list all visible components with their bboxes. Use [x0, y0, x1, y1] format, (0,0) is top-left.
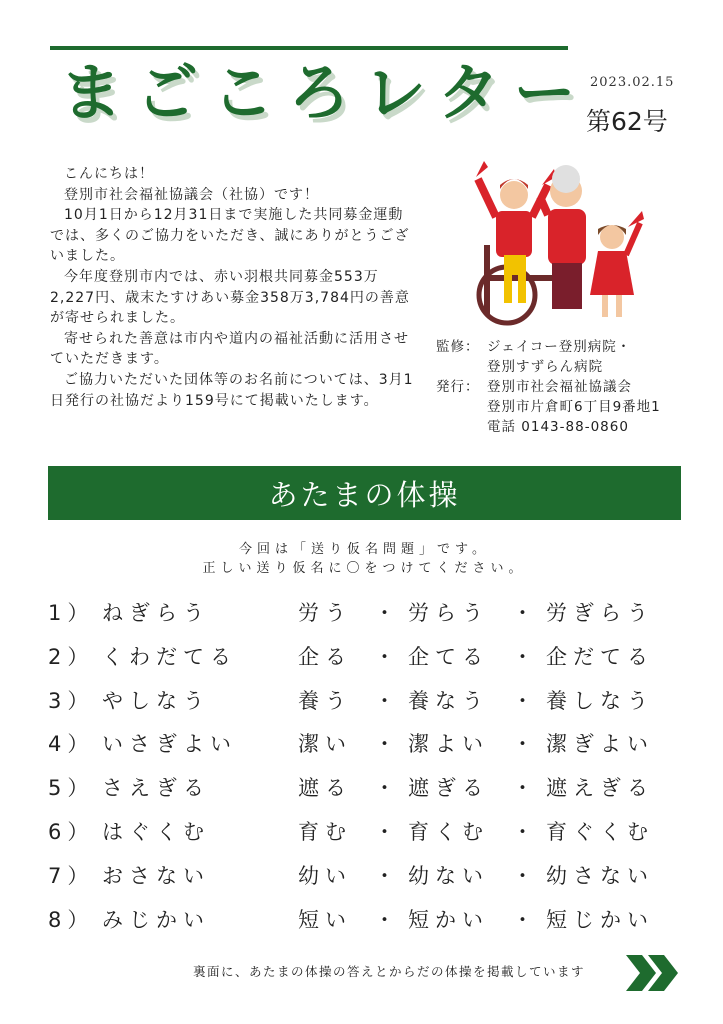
question-number: 3） — [48, 688, 95, 713]
choice-separator: ・ — [512, 907, 539, 932]
question-number: 4） — [48, 732, 95, 757]
choice-separator: ・ — [374, 907, 401, 932]
publisher-label: 発行： — [436, 379, 480, 395]
publisher-row — [436, 377, 661, 437]
question-number: 1） — [48, 601, 95, 625]
issue-date: 2023.02.15 — [590, 75, 675, 90]
choice-separator: ・ — [374, 732, 401, 757]
choice-separator: ・ — [512, 819, 539, 844]
instruction-line: 今回は「送り仮名問題」です。 — [239, 542, 490, 557]
supervision-line: 登別すずらん病院 — [487, 359, 604, 375]
section-title: あたまの体操 — [48, 466, 681, 520]
question-reading: はぐくむ — [102, 819, 210, 844]
answer-choice[interactable]: 企る — [298, 644, 352, 669]
answer-choice[interactable]: 遮ぎる — [408, 776, 489, 801]
intro-paragraph: 寄せられた善意は市内や道内の福祉活動に活用させていただきます。 — [50, 330, 409, 368]
choice-separator: ・ — [374, 688, 401, 713]
footer-note: 裏面に、あたまの体操の答えとからだの体操を掲載しています — [193, 964, 586, 979]
answer-choice[interactable]: 労う — [298, 601, 352, 625]
supervision-label: 監修： — [436, 339, 480, 355]
answer-choice[interactable]: 幼ない — [408, 863, 489, 888]
question-reading: おさない — [102, 863, 210, 888]
answer-choice[interactable]: 労らう — [408, 601, 489, 625]
choice-separator: ・ — [512, 688, 539, 713]
quiz-question — [48, 722, 688, 766]
quiz-question — [48, 679, 688, 723]
answer-choice[interactable]: 養う — [298, 688, 352, 713]
answer-choice[interactable]: 企だてる — [546, 644, 654, 669]
answer-choice[interactable]: 潔い — [298, 732, 352, 757]
quiz-question — [48, 854, 688, 898]
publisher-line: 登別市社会福祉協議会 — [487, 379, 632, 395]
credits — [436, 337, 661, 437]
quiz-question — [48, 591, 688, 635]
question-reading: いさぎよい — [102, 732, 237, 757]
answer-choice[interactable]: 潔ぎよい — [546, 732, 654, 757]
choice-separator: ・ — [512, 644, 539, 669]
question-number: 8） — [48, 907, 95, 932]
intro-paragraph: 10月1日から12月31日まで実施した共同募金運動では、多くのご協力をいただき、誠にありがとうございました。 — [50, 207, 410, 265]
answer-choice[interactable]: 育む — [298, 819, 352, 844]
question-reading: やしなう — [102, 688, 210, 713]
choice-separator: ・ — [374, 863, 401, 888]
answer-choice[interactable]: 遮る — [298, 776, 352, 801]
answer-choice[interactable]: 育くむ — [408, 819, 489, 844]
newsletter-title: まごころレター — [60, 56, 590, 129]
question-number: 7） — [48, 863, 95, 888]
intro-paragraph: 今年度登別市内では、赤い羽根共同募金553万2,227円、歳末たすけあい募金358万3,784円の善意が寄せられました。 — [50, 268, 410, 327]
double-chevron-right-icon — [624, 953, 682, 993]
choice-separator: ・ — [512, 601, 539, 625]
top-rule — [50, 46, 568, 50]
publisher-line: 電話 0143-88-0860 — [487, 419, 629, 435]
choice-separator: ・ — [374, 601, 401, 625]
choice-separator: ・ — [374, 644, 401, 669]
intro-paragraph: 登別市社会福祉協議会（社協）です！ — [64, 186, 319, 203]
publisher-line: 登別市片倉町6丁目9番地1 — [487, 399, 661, 415]
intro-text — [50, 164, 418, 411]
quiz-question — [48, 898, 688, 942]
answer-choice[interactable]: 遮えぎる — [546, 776, 654, 801]
quiz-question — [48, 766, 688, 810]
quiz-instructions — [48, 540, 681, 578]
answer-choice[interactable]: 短かい — [408, 907, 489, 932]
intro-paragraph: ご協力いただいた団体等のお名前については、3月1日発行の社協だより159号にて掲載いたします。 — [50, 371, 414, 409]
choice-separator: ・ — [512, 732, 539, 757]
instruction-line: 正しい送り仮名に〇をつけてください。 — [202, 561, 527, 576]
answer-choice[interactable]: 企てる — [408, 644, 489, 669]
issue-number: 第62号 — [586, 107, 668, 136]
question-reading: ねぎらう — [102, 601, 210, 625]
answer-choice[interactable]: 短い — [298, 907, 352, 932]
answer-choice[interactable]: 幼さない — [546, 863, 654, 888]
supervision-row — [436, 337, 661, 377]
question-number: 2） — [48, 644, 95, 669]
intro-paragraph: こんにちは！ — [64, 166, 154, 182]
choice-separator: ・ — [374, 819, 401, 844]
question-reading: みじかい — [102, 907, 210, 932]
answer-choice[interactable]: 労ぎらう — [546, 601, 654, 625]
choice-separator: ・ — [512, 776, 539, 801]
quiz-question-list — [48, 591, 688, 941]
question-reading: さえぎる — [102, 776, 210, 801]
quiz-question — [48, 810, 688, 854]
supervision-line: ジェイコー登別病院・ — [487, 339, 632, 355]
question-reading: くわだてる — [102, 644, 237, 669]
question-number: 6） — [48, 819, 95, 844]
quiz-question — [48, 635, 688, 679]
family-with-red-feathers-illustration — [462, 155, 652, 330]
answer-choice[interactable]: 養なう — [408, 688, 489, 713]
answer-choice[interactable]: 短じかい — [546, 907, 654, 932]
answer-choice[interactable]: 潔よい — [408, 732, 489, 757]
answer-choice[interactable]: 養しなう — [546, 688, 654, 713]
choice-separator: ・ — [374, 776, 401, 801]
question-number: 5） — [48, 776, 95, 801]
answer-choice[interactable]: 育ぐくむ — [546, 819, 654, 844]
choice-separator: ・ — [512, 863, 539, 888]
answer-choice[interactable]: 幼い — [298, 863, 352, 888]
